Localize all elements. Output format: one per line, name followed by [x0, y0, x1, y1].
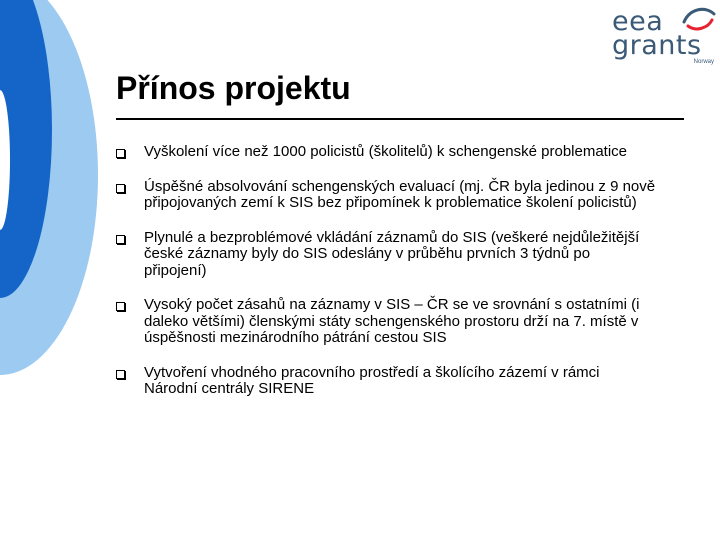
bullet-list [116, 144, 656, 398]
bullet-text: Úspěšné absolvování schengenských evaluací (mj. ČR byla jedinou z 9 nově připojovaných zemí k SIS bez připomínek k problematice školení policistů) [144, 177, 656, 211]
title-underline [116, 118, 684, 120]
square-bullet-icon [116, 370, 125, 379]
square-bullet-icon [116, 149, 125, 158]
logo-subtext: Norway [693, 59, 714, 65]
bullet-text: Vytvoření vhodného pracovního prostředí a školícího zázemí v rámci Národní centrály SIRENE [144, 363, 600, 397]
logo-text-grants: grants [612, 30, 702, 61]
square-bullet-icon [116, 184, 125, 193]
logo-swoosh-icon [678, 4, 718, 34]
bullet-text: Plynulé a bezproblémové vkládání záznamů do SIS (veškeré nejdůležitější české záznamy byly do SIS odeslány v průběhu prvních 3 týdnů po připojení) [144, 228, 640, 279]
logo-text-eea: eea [612, 6, 664, 37]
square-bullet-icon [116, 235, 125, 244]
bullet-text: Vyškolení více než 1000 policistů (školitelů) k schengenské problematice [144, 143, 628, 160]
page-title: Přínos projektu [116, 70, 351, 106]
bullet-item [116, 365, 656, 398]
bullet-item [116, 230, 656, 280]
left-decorative-arcs [0, 0, 110, 540]
bullet-item [116, 297, 656, 347]
eea-grants-logo [612, 4, 718, 66]
bullet-item [116, 179, 656, 212]
bullet-text: Vysoký počet zásahů na záznamy v SIS – ČR se ve srovnání s ostatními (i daleko většími) členskými státy schengenského prostoru drží na 7. místě v úspěšnosti mezinárodního pátrání cestou SIS [144, 296, 640, 346]
bullet-item [116, 144, 656, 161]
square-bullet-icon [116, 302, 125, 311]
